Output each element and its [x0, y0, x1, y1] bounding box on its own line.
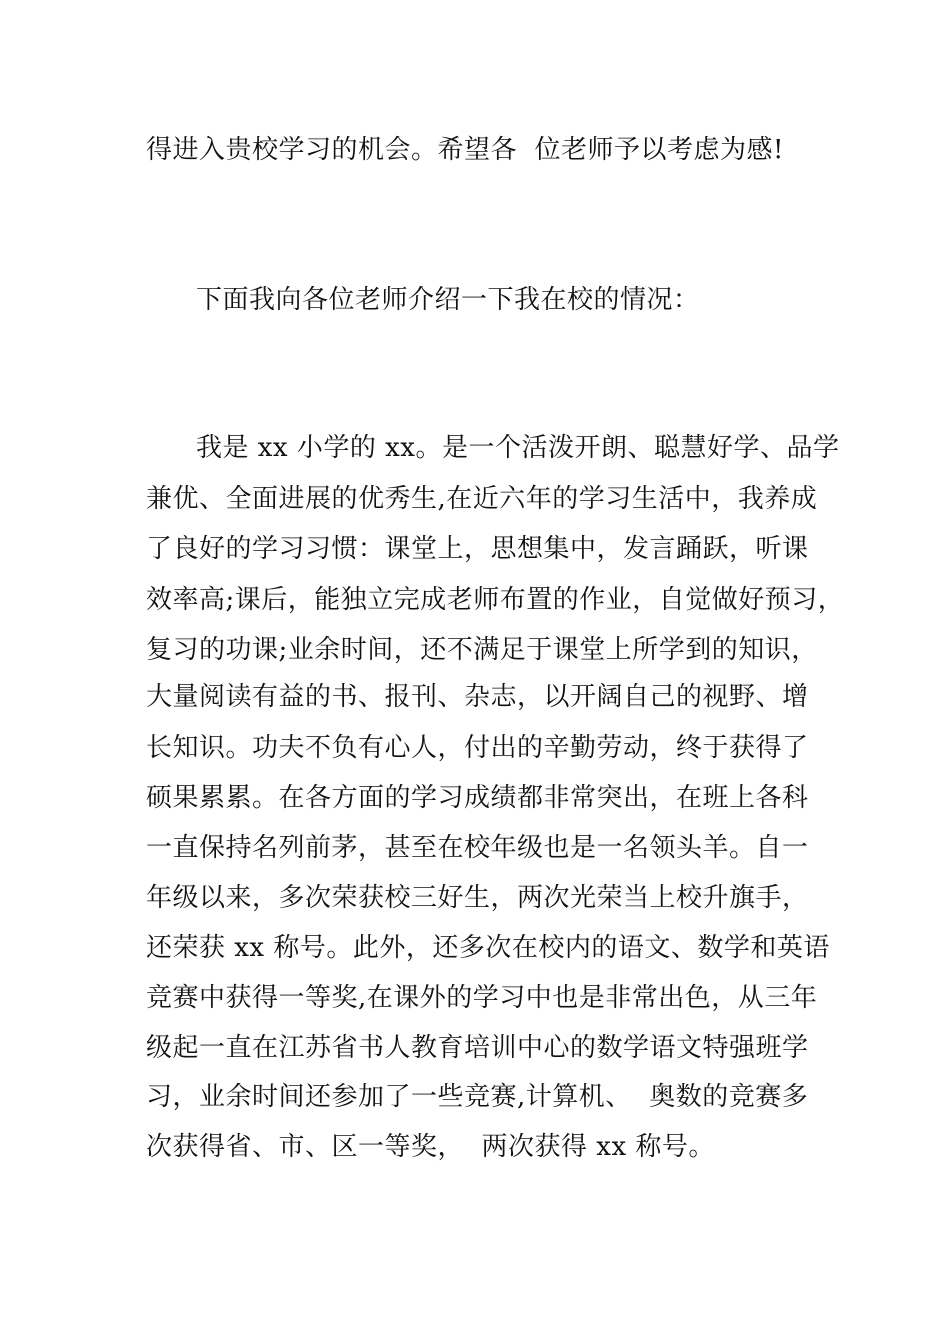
- paragraph-line: 长知识。功夫不负有心人，付出的辛勤劳动，终于获得了: [146, 733, 809, 763]
- paragraph-line: 竞赛中获得一等奖,在课外的学习中也是非常出色，从三年: [146, 983, 818, 1013]
- paragraph-line: 我是 xx 小学的 xx。是一个活泼开朗、聪慧好学、品学: [196, 433, 840, 463]
- section-heading: 下面我向各位老师介绍一下我在校的情况：: [196, 285, 700, 315]
- paragraph-line: 还荣获 xx 称号。此外，还多次在校内的语文、数学和英语: [146, 933, 830, 963]
- paragraph-line: 次获得省、市、区一等奖， 两次获得 xx 称号。: [146, 1132, 715, 1162]
- intro-tail-line: 得进入贵校学习的机会。希望各 位老师予以考虑为感!: [146, 135, 784, 165]
- paragraph-line: 兼优、全面进展的优秀生,在近六年的学习生活中，我养成: [146, 484, 818, 514]
- paragraph-line: 年级以来，多次荣获校三好生，两次光荣当上校升旗手，: [146, 883, 809, 913]
- paragraph-line: 级起一直在江苏省书人教育培训中心的数学语文特强班学: [146, 1033, 809, 1063]
- paragraph-line: 习，业余时间还参加了一些竞赛,计算机、 奥数的竞赛多: [146, 1082, 809, 1112]
- paragraph-line: 复习的功课;业余时间，还不满足于课堂上所学到的知识，: [146, 635, 818, 665]
- paragraph-line: 大量阅读有益的书、报刊、杂志，以开阔自己的视野、增: [146, 682, 809, 712]
- paragraph-line: 了良好的学习习惯：课堂上，思想集中，发言踊跃，听课: [146, 534, 809, 564]
- paragraph-line: 硕果累累。在各方面的学习成绩都非常突出，在班上各科: [146, 783, 809, 813]
- paragraph-line: 一直保持名列前茅，甚至在校年级也是一名领头羊。自一: [146, 833, 809, 863]
- paragraph-line: 效率高;课后，能独立完成老师布置的作业，自觉做好预习，: [146, 585, 845, 615]
